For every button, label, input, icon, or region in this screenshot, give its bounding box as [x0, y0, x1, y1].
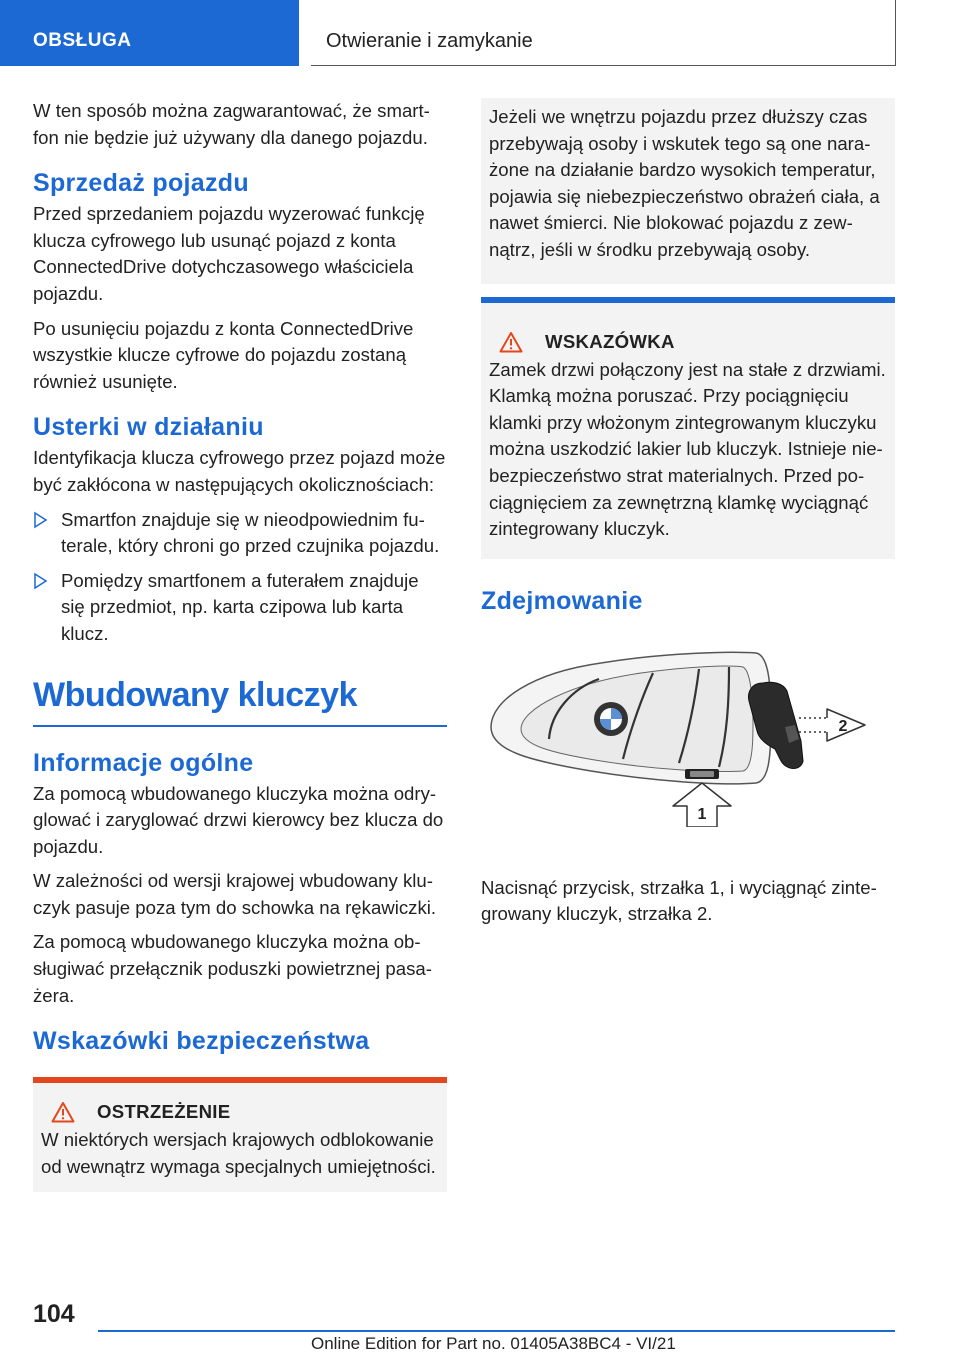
notice-content [481, 303, 895, 559]
key-fob-illustration [481, 631, 895, 827]
notice-title-row [489, 331, 887, 353]
key-figure [481, 631, 895, 827]
general-paragraph-3: Za pomocą wbudowanego kluczyka można obsługiwać przełącznik poduszki powietrznej pasażera. [33, 931, 432, 1006]
warning-triangle-icon [51, 1101, 75, 1123]
warning-continued-text: Jeżeli we wnętrzu pojazdu przez dłuższy czas przebywają osoby i wskutek tego są one narażone na działanie bardzo wysokich temperatur, pojawia się niebezpieczeństwo obrażeń ciała, a nawet śmierci. Nie blokować pojazdu z zewnątrz, jeśli w środku przebywają osoby. [489, 106, 880, 260]
list-item-text: Pomiędzy smartfonem a futerałem znajduje się przedmiot, np. karta czipowa lub karta klucz. [61, 569, 419, 644]
warning-triangle-icon [499, 331, 523, 353]
sale-paragraph-2: Po usunięciu pojazdu z konta ConnectedDrive wszystkie klucze cyfrowe do pojazdu zostaną również usunięte. [33, 317, 414, 392]
notice-title: WSKAZÓWKA [545, 330, 675, 352]
warning-content [33, 1083, 447, 1192]
warning-title-row [41, 1101, 439, 1123]
removal-text: Nacisnąć przycisk, strzałka 1, i wyciągnąć zintegrowany kluczyk, strzałka 2. [481, 876, 877, 925]
general-heading: Informacje ogólne [33, 748, 254, 777]
left-column [33, 98, 447, 1192]
notice-box [481, 297, 895, 559]
warning-title: OSTRZEŻENIE [97, 1101, 231, 1123]
list-item [33, 568, 447, 648]
faults-heading: Usterki w działaniu [33, 413, 264, 442]
footer-divider [98, 1330, 895, 1332]
removal-heading: Zdejmowanie [481, 586, 643, 615]
sale-heading: Sprzedaż pojazdu [33, 169, 249, 198]
warning-box [33, 1077, 447, 1192]
faults-list [33, 507, 447, 648]
warning-text: W niektórych wersjach krajowych odblokowanie od wewnątrz wymaga specjalnych umiejętności. [41, 1129, 436, 1177]
general-paragraph-1: Za pomocą wbudowanego kluczyka można odryglować i zaryglować drzwi kierowcy bez klucza do pojazdu. [33, 782, 444, 857]
list-item-text: Smartfon znajduje się w nieodpowiednim futerale, który chroni go przed czujnika pojazdu. [61, 508, 440, 557]
page-number: 104 [33, 1300, 75, 1328]
notice-text: Zamek drzwi połączony jest na stałe z drzwiami. Klamką można poruszać. Przy pociągnięciu klamki przy włożonym zintegrowanym kluczyku można uszkodzić lakier lub kluczyk. Istnieje niebezpieczeństwo strat materialnych. Przed pociągnięciem za zewnętrzną klamkę wyciągnąć zintegrowany kluczyk. [489, 358, 886, 540]
right-column [481, 98, 895, 936]
safety-heading: Wskazówki bezpieczeństwa [33, 1027, 370, 1056]
arrow-1-label: 1 [697, 805, 707, 823]
page-header [0, 0, 960, 66]
arrow-2-label: 2 [838, 717, 848, 735]
triangle-bullet-icon [33, 571, 48, 591]
faults-paragraph: Identyfikacja klucza cyfrowego przez pojazd może być zakłócona w następujących okolicznościach: [33, 447, 446, 495]
chapter-tab [311, 0, 896, 66]
warning-continued-box [481, 98, 895, 284]
edition-text: Online Edition for Part no. 01405A38BC4 - VI/21 [311, 1334, 676, 1353]
sale-paragraph-1: Przed sprzedaniem pojazdu wyzerować funkcję klucza cyfrowego lub usunąć pojazd z konta ConnectedDrive dotychczasowego właściciela pojazdu. [33, 203, 425, 304]
section-title: OBSŁUGA [33, 30, 132, 51]
chapter-title: Otwieranie i zamykanie [326, 30, 533, 52]
general-paragraph-2: W zależności od wersji krajowej wbudowany kluczyk pasuje poza tym do schowka na rękawiczki. [33, 870, 437, 918]
triangle-bullet-icon [33, 510, 48, 530]
intro-paragraph: W ten sposób można zagwarantować, że smartfon nie będzie już używany dla danego pojazdu. [33, 100, 430, 148]
section-tab [0, 0, 299, 66]
list-item [33, 507, 447, 560]
key-heading: Wbudowany kluczyk [33, 674, 447, 727]
